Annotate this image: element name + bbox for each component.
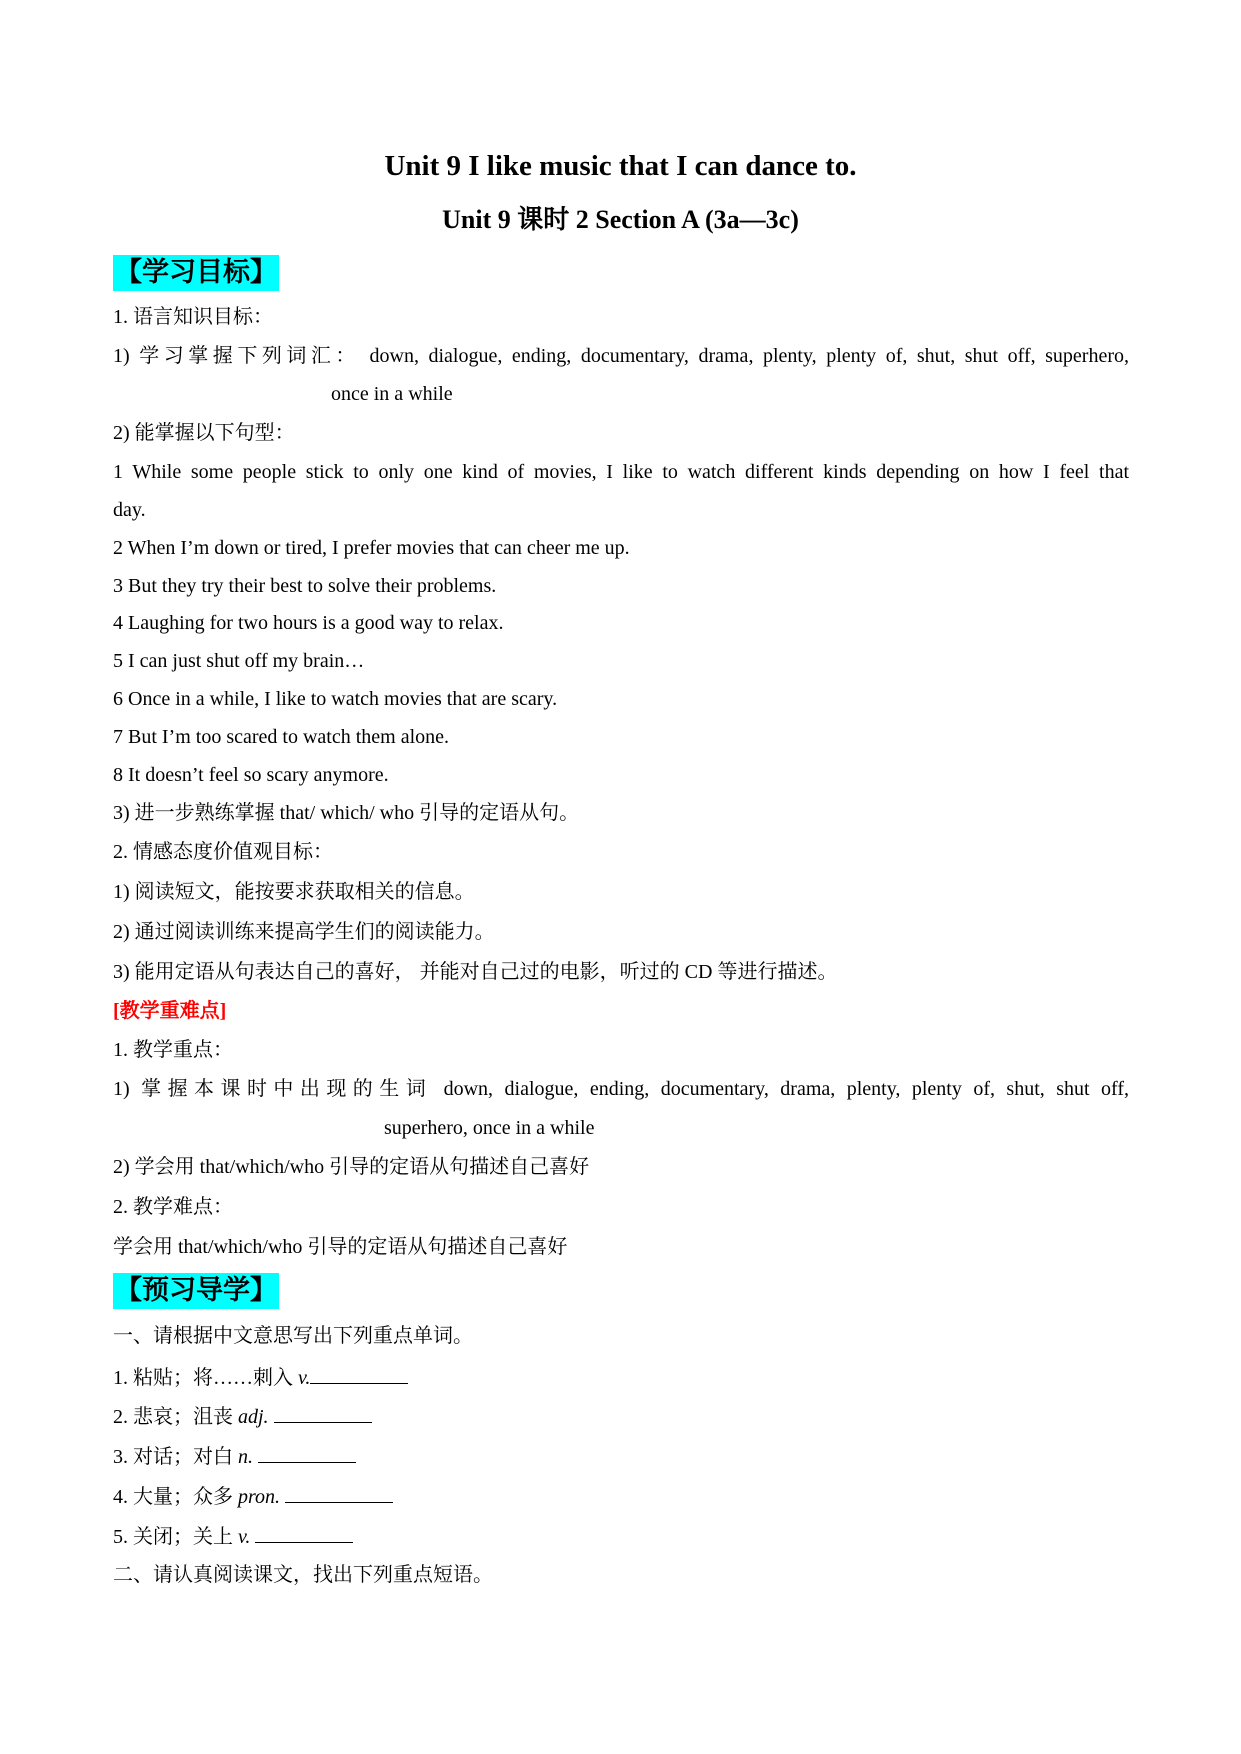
- sentence-line: 7 But I’m too scared to watch them alone.: [113, 726, 450, 748]
- exercise-instruction: 一、请根据中文意思写出下列重点单词。: [113, 1325, 473, 1347]
- goal-line: 1. 语言知识目标：: [113, 306, 273, 328]
- sentence-line: 2 When I’m down or tired, I prefer movies that can cheer me up.: [113, 537, 630, 559]
- sentence-line: 5 I can just shut off my brain…: [113, 650, 365, 672]
- key-points-line: 2. 教学难点：: [113, 1196, 233, 1218]
- vocab-item-pos: adj.: [238, 1406, 269, 1428]
- vocab-item-text: 4. 大量；众多: [113, 1486, 238, 1508]
- goal-line: 2) 通过阅读训练来提高学生们的阅读能力。: [113, 921, 495, 943]
- vocab-item: [113, 1440, 356, 1472]
- vocab-item: [113, 1361, 408, 1393]
- key-points-heading: [教学重难点]: [113, 1000, 227, 1022]
- document-title: Unit 9 I like music that I can dance to.: [384, 150, 857, 182]
- answer-blank[interactable]: [258, 1440, 356, 1463]
- vocab-item: [113, 1520, 353, 1552]
- sentence-line: 8 It doesn’t feel so scary anymore.: [113, 764, 389, 786]
- answer-blank[interactable]: [285, 1480, 393, 1503]
- key-points-line: superhero, once in a while: [384, 1117, 595, 1139]
- goal-line: 2. 情感态度价值观目标：: [113, 841, 333, 863]
- vocab-item-pos: v.: [298, 1367, 311, 1389]
- goal-line: 3) 能用定语从句表达自己的喜好， 并能对自己过的电影，听过的 CD 等进行描述。: [113, 961, 838, 983]
- goal-line: 3) 进一步熟练掌握 that/ which/ who 引导的定语从句。: [113, 802, 580, 824]
- goal-line: 1) 学习掌握下列词汇： down, dialogue, ending, documentary, drama, plenty, plenty of, shut, shut off, superhero,: [113, 345, 1129, 367]
- vocab-item: [113, 1400, 372, 1432]
- vocab-item-pos: v.: [238, 1526, 251, 1548]
- goal-line: 2) 能掌握以下句型：: [113, 422, 295, 444]
- sentence-line: 3 But they try their best to solve their problems.: [113, 575, 497, 597]
- section-heading-preview: 【预习导学】: [113, 1273, 279, 1309]
- goal-line: 1) 阅读短文，能按要求获取相关的信息。: [113, 881, 475, 903]
- key-points-line: 学会用 that/which/who 引导的定语从句描述自己喜好: [113, 1236, 568, 1258]
- sentence-line: day.: [113, 499, 146, 521]
- sentence-line: 6 Once in a while, I like to watch movies that are scary.: [113, 688, 558, 710]
- key-points-line: 1. 教学重点：: [113, 1039, 233, 1061]
- key-points-line: 1) 掌握本课时中出现的生词 down, dialogue, ending, documentary, drama, plenty, plenty of, shut, shut off,: [113, 1078, 1129, 1100]
- vocab-item: [113, 1480, 393, 1512]
- key-points-line: 2) 学会用 that/which/who 引导的定语从句描述自己喜好: [113, 1156, 590, 1178]
- sentence-line: 1 While some people stick to only one kind of movies, I like to watch different kinds depending on how I feel that: [113, 461, 1129, 483]
- vocab-item-text: 3. 对话；对白: [113, 1446, 238, 1468]
- vocab-item-pos: n.: [238, 1446, 253, 1468]
- vocab-item-text: 1. 粘贴；将……刺入: [113, 1367, 298, 1389]
- vocab-item-text: 2. 悲哀；沮丧: [113, 1406, 238, 1428]
- document-subtitle: Unit 9 课时 2 Section A (3a—3c): [442, 205, 799, 234]
- answer-blank[interactable]: [310, 1361, 408, 1384]
- answer-blank[interactable]: [274, 1400, 372, 1423]
- vocab-item-pos: pron.: [238, 1486, 281, 1508]
- sentence-line: 4 Laughing for two hours is a good way to relax.: [113, 612, 504, 634]
- section-heading-learning-goals: 【学习目标】: [113, 255, 279, 291]
- exercise-instruction: 二、请认真阅读课文，找出下列重点短语。: [113, 1564, 493, 1586]
- vocab-item-text: 5. 关闭；关上: [113, 1526, 238, 1548]
- goal-line: once in a while: [331, 383, 453, 405]
- answer-blank[interactable]: [255, 1520, 353, 1543]
